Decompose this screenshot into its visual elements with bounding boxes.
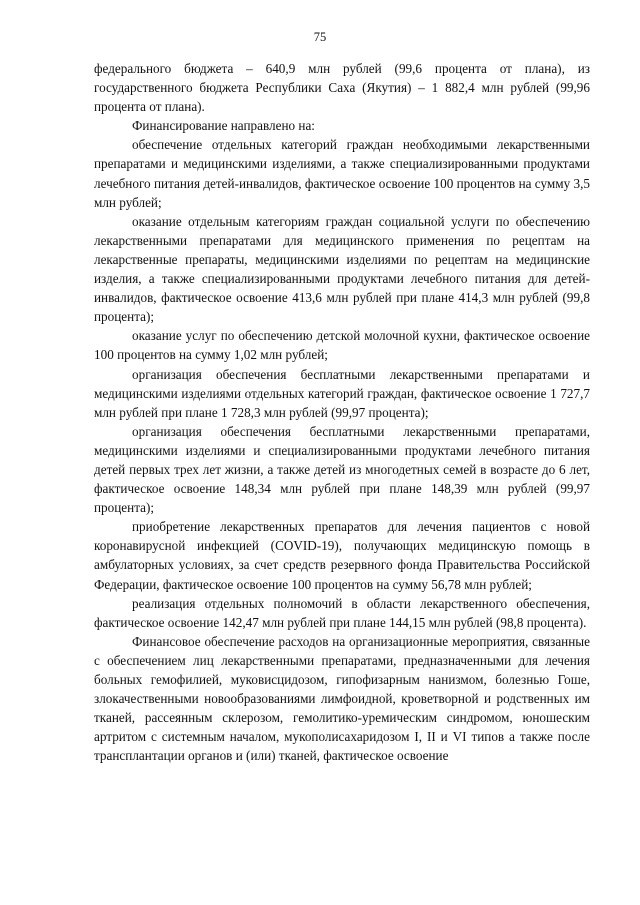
page-number: 75 [313, 30, 327, 44]
paragraph-social-service: оказание отдельным категориям граждан социальной услуги по обеспечению лекарственными препаратами для медицинского применения по рецептам на лекарственные препараты, медицинскими изделиями по рецептам на медицинские изделия, а также специализированными продуктами лечебного питания для детей-инвалидов, фактическое освоение 413,6 млн рублей при плане 414,3 млн рублей (99,8 процента); [94, 213, 590, 325]
paragraph-free-medicines: организация обеспечения бесплатными лекарственными препаратами и медицинскими изделиями отдельных категорий граждан, фактическое освоение 1 727,7 млн рублей при плане 1 728,3 млн рублей (99,97 процента); [94, 366, 590, 420]
paragraph-budget-summary: федерального бюджета – 640,9 млн рублей (99,6 процента от плана), из государственного бюджета Республики Саха (Якутия) – 1 882,4 млн рублей (99,96 процента от плана). [94, 61, 590, 115]
document-body [94, 59, 590, 765]
paragraph-covid-medicines: приобретение лекарственных препаратов для лечения пациентов с новой коронавирусной инфекцией (COVID-19), получающих медицинскую помощь в амбулаторных условиях, за счет средств резервного фонда Правительства Российской Федерации, фактическое освоение 100 процентов на сумму 56,78 млн рублей; [94, 519, 590, 592]
paragraph-authority-implementation: реализация отдельных полномочий в области лекарственного обеспечения, фактическое освоение 142,47 млн рублей при плане 144,15 млн рублей (98,8 процента). [94, 595, 590, 630]
paragraph-children-medicines: организация обеспечения бесплатными лекарственными препаратами, медицинскими изделиями и специализированными продуктами лечебного питания детей первых трех лет жизни, а также детей из многодетных семей в возрасте до 6 лет, фактическое освоение 148,34 млн рублей при плане 148,39 млн рублей (99,97 процента); [94, 423, 590, 516]
paragraph-organizational-measures: Финансовое обеспечение расходов на организационные мероприятия, связанные с обеспечением лиц лекарственными препаратами, предназначенными для лечения больных гемофилией, муковисцидозом, гипофизарным нанизмом, болезнью Гоше, злокачественными новообразованиями лимфоидной, кроветворной и родственных им тканей, рассеянным склерозом, гемолитико-уремическим синдромом, юношеским артритом с системным началом, мукополисахаридозом I, II и VI типов а также после трансплантации органов и (или) тканей, фактическое освоение [94, 633, 590, 764]
paragraph-provision-medicines: обеспечение отдельных категорий граждан необходимыми лекарственными препаратами и медицинскими изделиями, а также специализированными продуктами лечебного питания детей-инвалидов, фактическое освоение 100 процентов на сумму 3,5 млн рублей; [94, 137, 590, 210]
paragraph-financing-intro: Финансирование направлено на: [132, 118, 315, 134]
paragraph-dairy-kitchen: оказание услуг по обеспечению детской молочной кухни, фактическое освоение 100 процентов на сумму 1,02 млн рублей; [94, 328, 590, 363]
